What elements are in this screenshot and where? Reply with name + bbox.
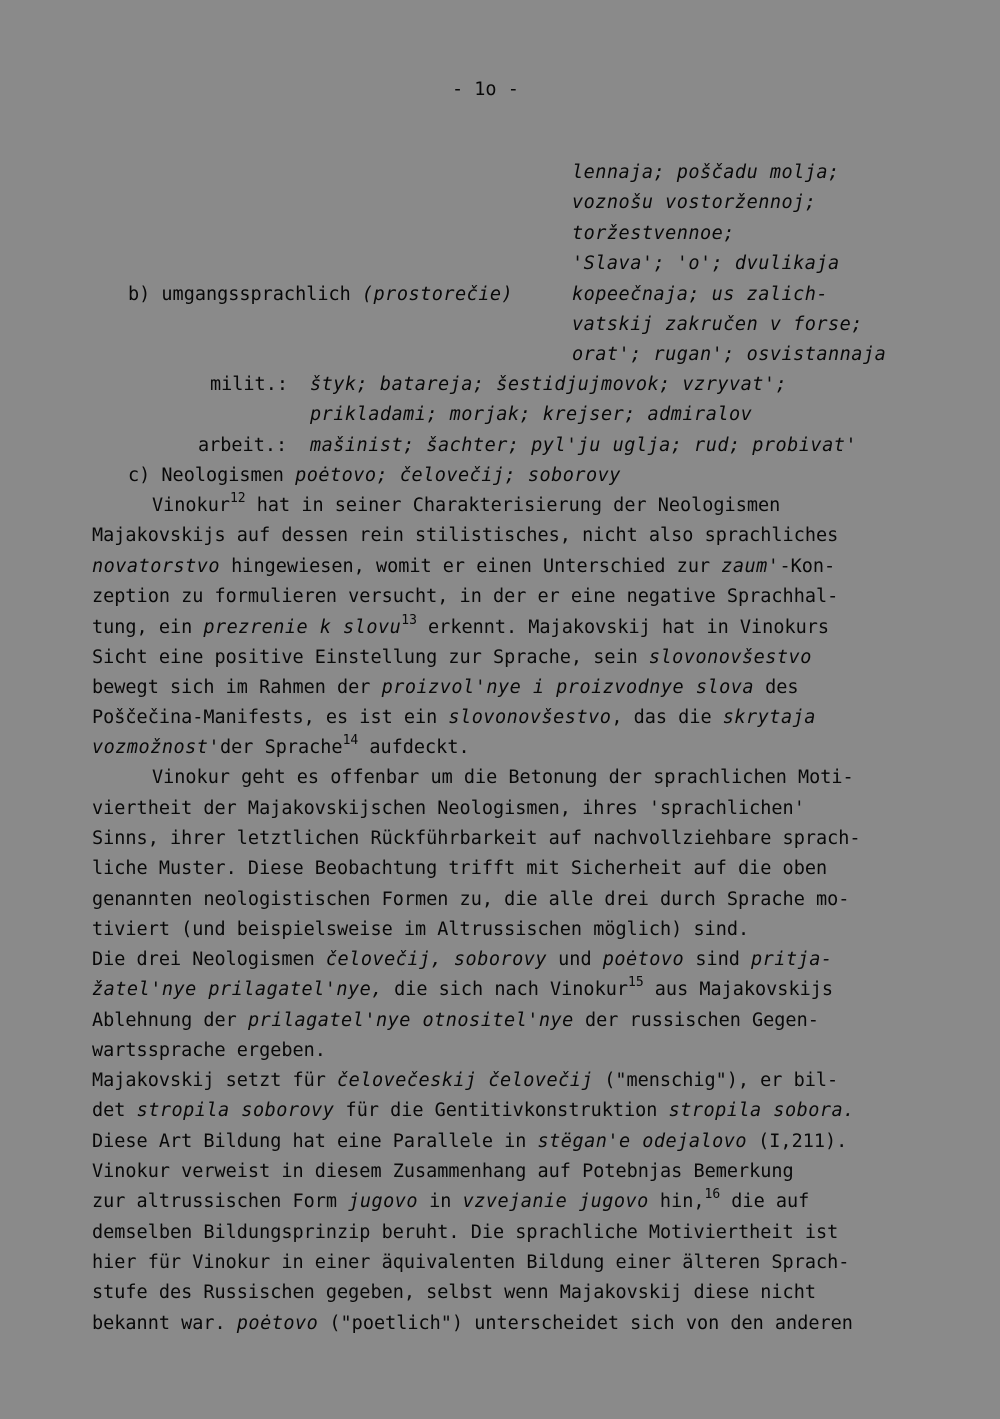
term: poėtovo [602, 949, 685, 970]
p1-line-8 [92, 706, 816, 730]
text: sind [684, 949, 752, 970]
p4-line-5 [92, 1187, 810, 1214]
footnote-ref: 13 [401, 613, 417, 628]
list-item-c [128, 464, 621, 488]
p3-line-2 [92, 975, 834, 1002]
term: čelovečeskij čelovečij [337, 1070, 594, 1091]
example-line-3: toržestvennoe; [572, 223, 735, 244]
text: hin, [648, 1191, 705, 1212]
item-c-text: c) Neologismen [128, 465, 296, 486]
term: zaum' [721, 556, 780, 577]
text: des [754, 677, 799, 698]
p4-line-6: demselben Bildungsprinzip beruht. Die sprachliche Motiviertheit ist [92, 1222, 839, 1243]
example-line-5: kopeečnaja; us zalich- [572, 284, 829, 305]
text: hat in seiner Charakterisierung der Neologismen [245, 495, 781, 516]
example-line-4: 'Slava'; 'o'; dvulikaja [572, 253, 840, 274]
p4-line-9 [92, 1312, 853, 1336]
text: Vinokur [152, 495, 230, 516]
text: , das die [611, 707, 723, 728]
example-line-1: lennaja; poščadu molja; [572, 162, 840, 183]
page-number: - 1o - [452, 79, 519, 100]
text: Sicht eine positive Einstellung zur Sprache, sein [92, 647, 649, 668]
p1-line-5 [92, 613, 830, 640]
text: (I,211). [747, 1131, 848, 1152]
text: Ablehnung der [92, 1010, 248, 1031]
p4-line-3 [92, 1130, 847, 1154]
arbeit-examples: mašinist; šachter; pyl'ju uglja; rud; probivat' [310, 435, 857, 456]
text: ("poetlich") unterscheidet sich von den anderen [318, 1313, 853, 1334]
term: novatorstvo [92, 556, 221, 577]
text: aufdeckt. [358, 737, 470, 758]
term: vzvejanie jugovo [462, 1191, 649, 1212]
text: Poščečina-Manifests, es ist ein [92, 707, 449, 728]
p1-line-6 [92, 646, 812, 670]
list-item-b-label [128, 283, 513, 307]
item-b-term: (prostorečie) [361, 284, 514, 305]
p3-line-1 [92, 948, 833, 972]
milit-label: milit.: [210, 374, 288, 395]
p1-line-1 [152, 491, 781, 518]
p1-line-4: zeption zu formulieren versucht, in der er eine negative Sprachhal- [92, 586, 839, 607]
term: stëgan'e odejalovo [537, 1131, 748, 1152]
text: die sich nach Vinokur [382, 979, 628, 1000]
term: stropila soborovy [136, 1100, 335, 1121]
p2-line-5: genannten neologistischen Formen zu, die alle drei durch Sprache mo- [92, 889, 850, 910]
term: žatel'nye prilagatel'nye, [92, 979, 383, 1000]
term: prilagatel'nye otnositel'nye [247, 1010, 574, 1031]
text: det [92, 1100, 137, 1121]
p2-line-2: viertheit der Majakovskijschen Neologismen, ihres 'sprachlichen' [92, 798, 805, 819]
term: pritja- [751, 949, 833, 970]
text: aus Majakovskijs [643, 979, 834, 1000]
footnote-ref: 14 [342, 733, 359, 748]
term: vozmožnost' [92, 737, 221, 758]
p2-line-3: Sinns, ihrer letztlichen Rückführbarkeit auf nachvollziehbare sprach- [92, 828, 861, 849]
p4-line-8: stufe des Russischen gegeben, selbst wenn Majakovskij diese nicht [92, 1282, 816, 1303]
text: der russischen Gegen- [573, 1010, 819, 1031]
p4-line-4: Vinokur verweist in diesem Zusammenhang auf Potebnjas Bemerkung [92, 1161, 794, 1182]
footnote-ref: 15 [628, 975, 644, 990]
text: bekannt war. [92, 1313, 237, 1334]
text: für die Gentitivkonstruktion [334, 1100, 669, 1121]
p1-line-2: Majakovskijs auf dessen rein stilistisches, nicht also sprachliches [92, 525, 839, 546]
p2-line-6: tiviert (und beispielsweise im Altrussischen möglich) sind. [92, 919, 750, 940]
term: slovonovšestvo [448, 707, 612, 728]
p1-line-3 [92, 555, 835, 579]
text: Die drei Neologismen [92, 949, 326, 970]
text: Diese Art Bildung hat eine Parallele in [92, 1131, 538, 1152]
p3-line-4: wartssprache ergeben. [92, 1040, 326, 1061]
term: jugovo [348, 1191, 419, 1212]
term: čelovečij, soborovy [325, 949, 548, 970]
milit-examples-1: štyk; batareja; šestidjujmovok; vzryvat'; [310, 374, 788, 395]
text: erkennt. Majakovskij hat in Vinokurs [416, 617, 830, 638]
p2-line-1: Vinokur geht es offenbar um die Betonung der sprachlichen Moti- [152, 767, 854, 788]
term: stropila sobora. [668, 1100, 855, 1121]
p4-line-1 [92, 1069, 838, 1093]
example-line-2: voznošu vostoržennoj; [572, 192, 817, 213]
example-line-6: vatskij zakručen v forse; [572, 314, 863, 335]
item-c-terms: poėtovo; čelovečij; soborovy [295, 465, 621, 486]
term: skrytaja [722, 707, 816, 728]
milit-examples-2: prikladami; morjak; krejser; admiralov [310, 404, 753, 425]
text: und [547, 949, 603, 970]
p2-line-4: liche Muster. Diese Beobachtung trifft mit Sicherheit auf die oben [92, 858, 828, 879]
text: hingewiesen, womit er einen Unterschied zur [220, 556, 722, 577]
example-line-7: orat'; rugan'; osvistannaja [572, 344, 887, 365]
p3-line-3 [92, 1009, 819, 1033]
footnote-ref: 12 [229, 491, 246, 506]
text: Majakovskij setzt für [92, 1070, 338, 1091]
text: bewegt sich im Rahmen der [92, 677, 382, 698]
text: ("menschig"), er bil- [593, 1070, 839, 1091]
p1-line-9 [92, 733, 470, 760]
term: proizvol'nye i proizvodnye slova [381, 677, 755, 698]
p1-line-7 [92, 676, 799, 700]
p4-line-7: hier für Vinokur in einer äquivalenten Bildung einer älteren Sprach- [92, 1252, 850, 1273]
p4-line-2 [92, 1099, 855, 1123]
text: in [418, 1191, 463, 1212]
text: tung, ein [92, 617, 204, 638]
term: prezrenie k slovu [203, 617, 402, 638]
text: -Kon- [779, 556, 836, 577]
text: der Sprache [220, 737, 343, 758]
item-b-text: b) umgangssprachlich [128, 284, 362, 305]
footnote-ref: 16 [704, 1187, 721, 1202]
text: die auf [720, 1191, 810, 1212]
text: zur altrussischen Form [92, 1191, 349, 1212]
arbeit-label: arbeit.: [198, 435, 288, 456]
term: slovonovšestvo [648, 647, 812, 668]
term: poėtovo [236, 1313, 319, 1334]
